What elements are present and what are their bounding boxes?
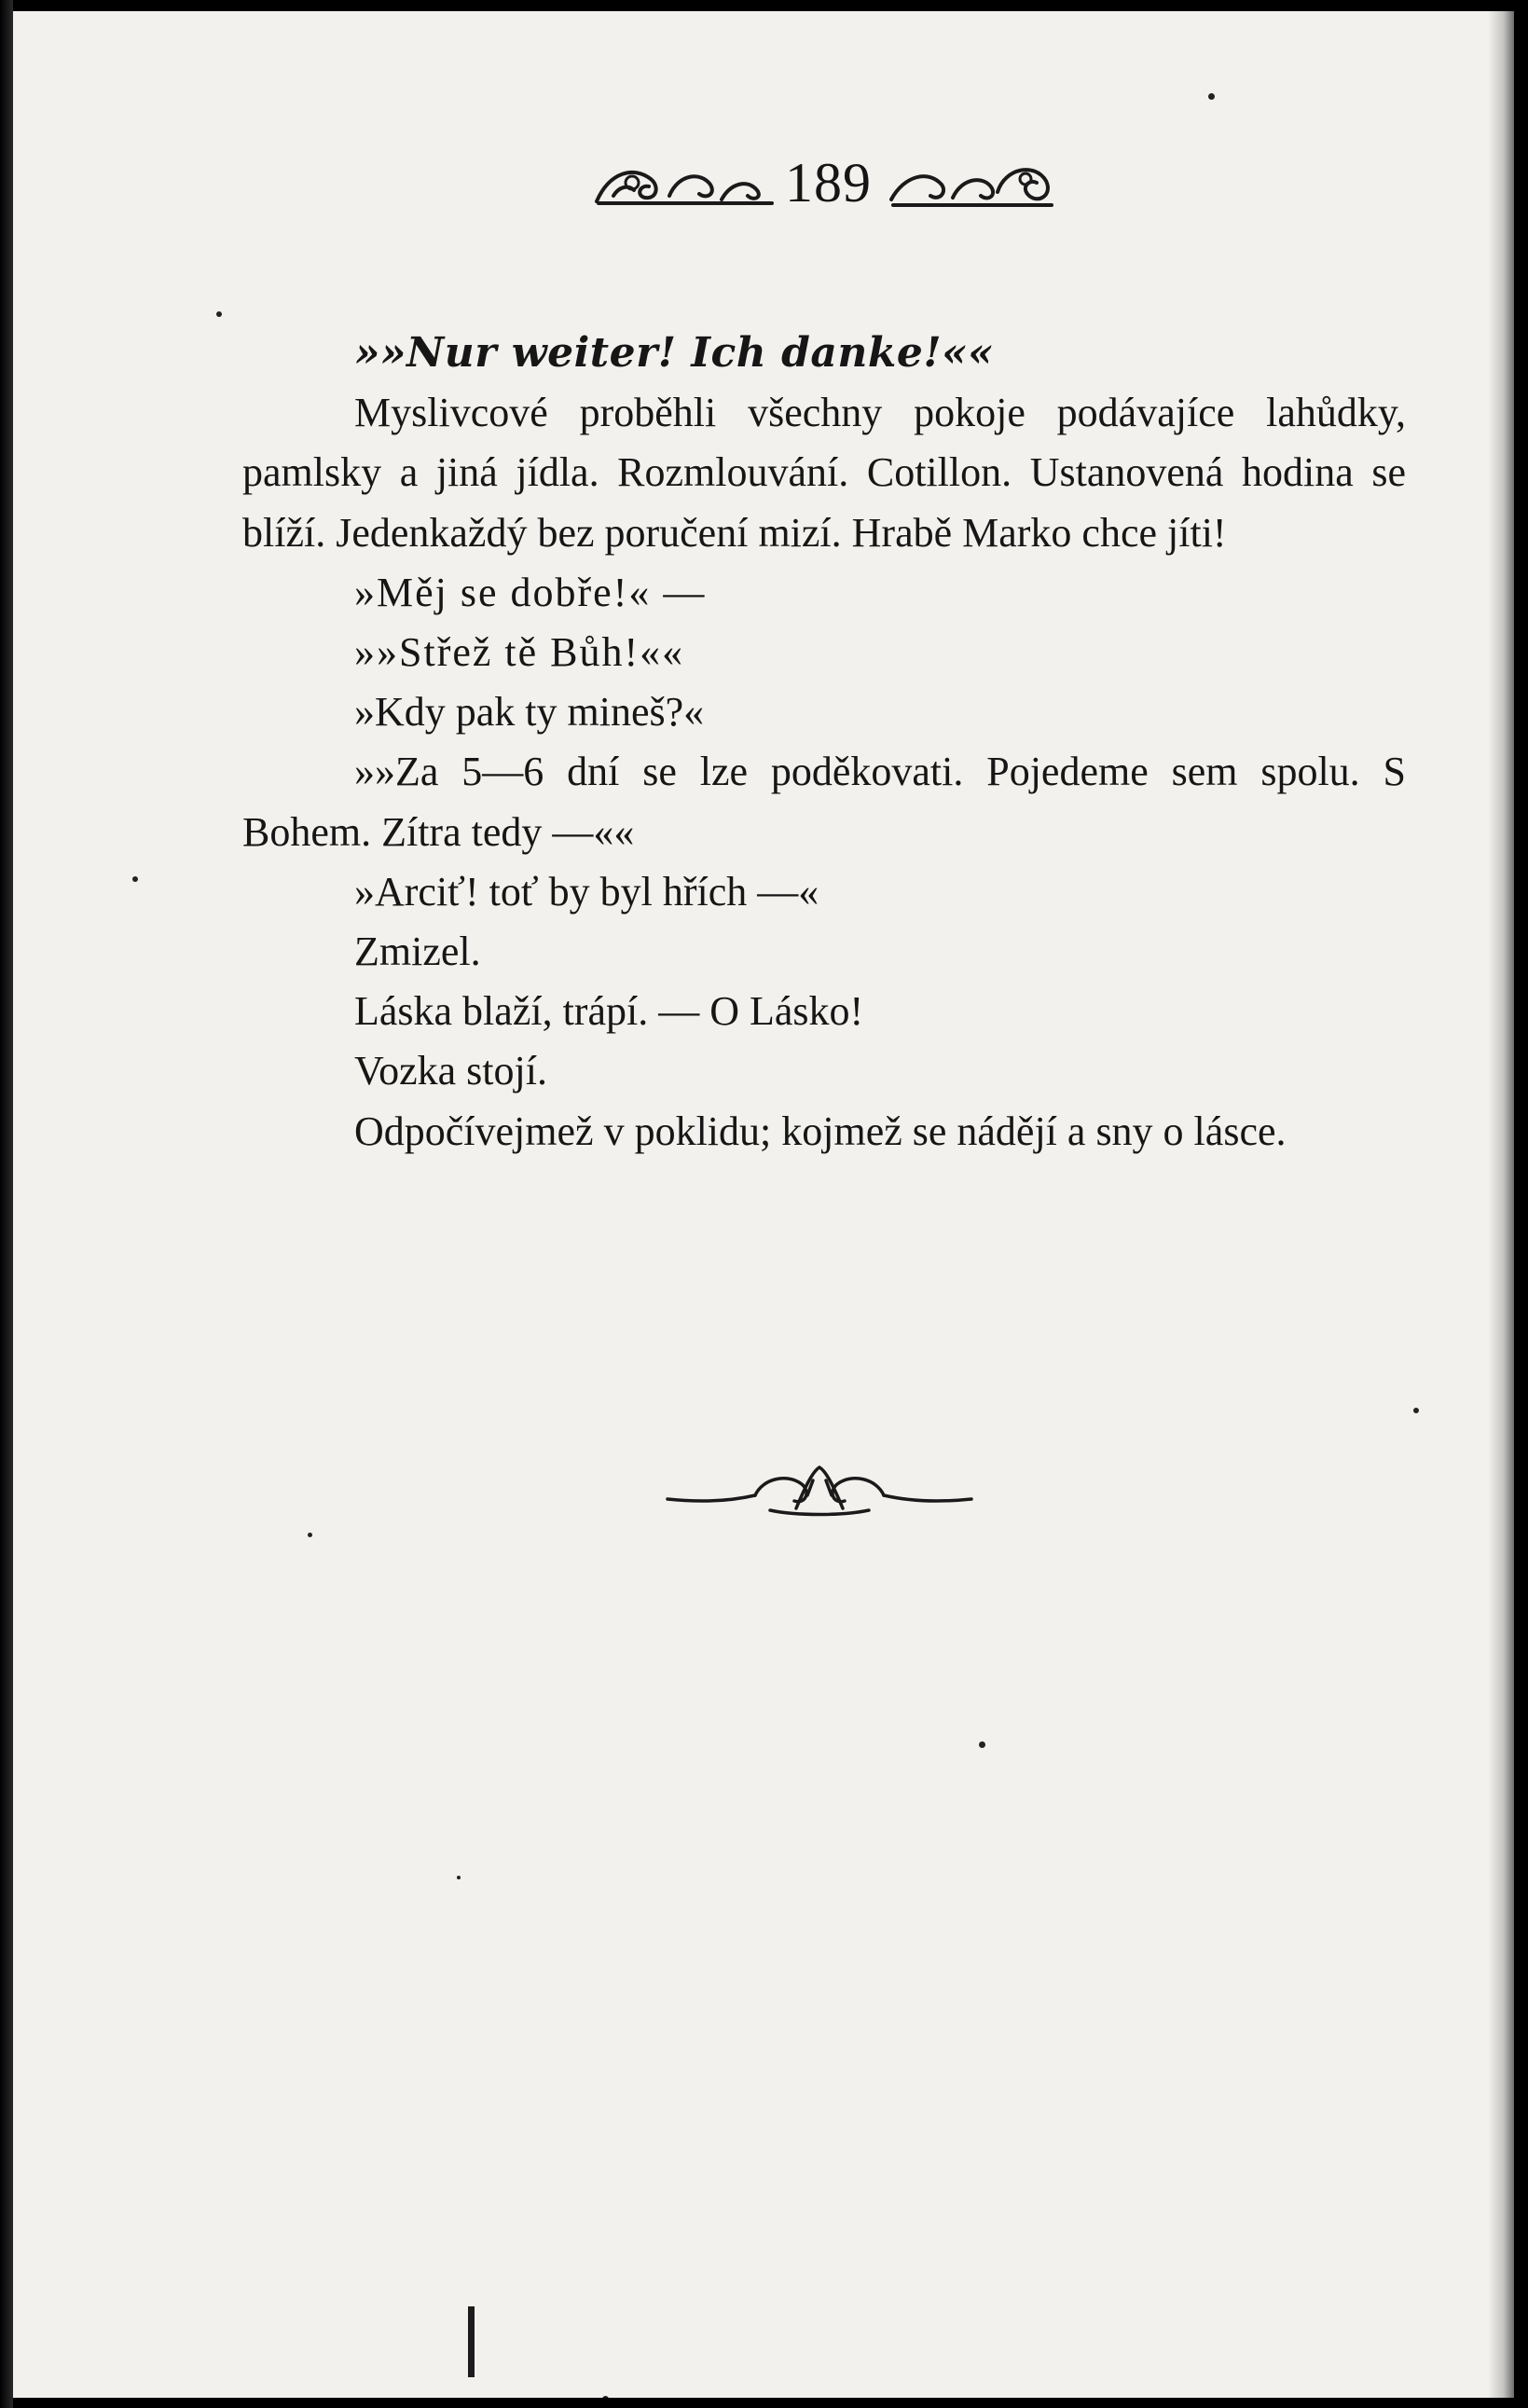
scan-edge-right (1488, 11, 1514, 2398)
scan-speck (1413, 1408, 1419, 1413)
paragraph: Odpočívejmež v poklidu; kojmež se nádějí a sny o lásce. (354, 1108, 1287, 1154)
paragraph: »Kdy pak ty mineš?« (354, 689, 705, 736)
flourish-ornament-icon (666, 1458, 973, 1533)
floral-ornament-icon (888, 155, 1055, 214)
scan-speck (1208, 93, 1215, 100)
scan-speck (132, 876, 138, 882)
floral-ornament-icon (591, 158, 778, 211)
scan-speck (308, 1533, 312, 1537)
paragraph: Zmizel. (354, 929, 481, 975)
paragraph: »»Střež tě Bůh!«« (354, 629, 685, 676)
paragraph: Myslivcové proběhli všechny pokoje podávajíce lahůdky, pamlsky a jiná jídla. Rozmlouvání. Cotillon. Ustanovená hodina se blíží. Jedenkaždý bez poručení mizí. Hrabě Marko chce jíti! (242, 390, 1406, 556)
paragraph: »Arciť! toť by byl hřích —« (354, 868, 819, 915)
body-text (242, 323, 1406, 1162)
paragraph: »»Nur weiter! Ich danke!«« (354, 329, 995, 377)
paragraph: »»Za 5—6 dní se lze poděkovati. Pojedeme sem spolu. S Bohem. Zítra tedy —«« (242, 749, 1406, 855)
paragraph: Láska blaží, trápí. — O Lásko! (354, 988, 864, 1035)
scan-speck (216, 311, 222, 317)
scan-speck (457, 1876, 461, 1879)
scan-edge-left (0, 0, 13, 2408)
page-header (591, 149, 1057, 224)
paragraph: »Měj se dobře!« — (354, 569, 707, 615)
scan-speck (602, 2396, 609, 2398)
paragraph: Vozka stojí. (354, 1048, 547, 1094)
page-number: 189 (785, 152, 872, 213)
scan-speck (979, 1741, 985, 1748)
scan-mark (468, 2306, 475, 2377)
book-page (13, 11, 1514, 2398)
